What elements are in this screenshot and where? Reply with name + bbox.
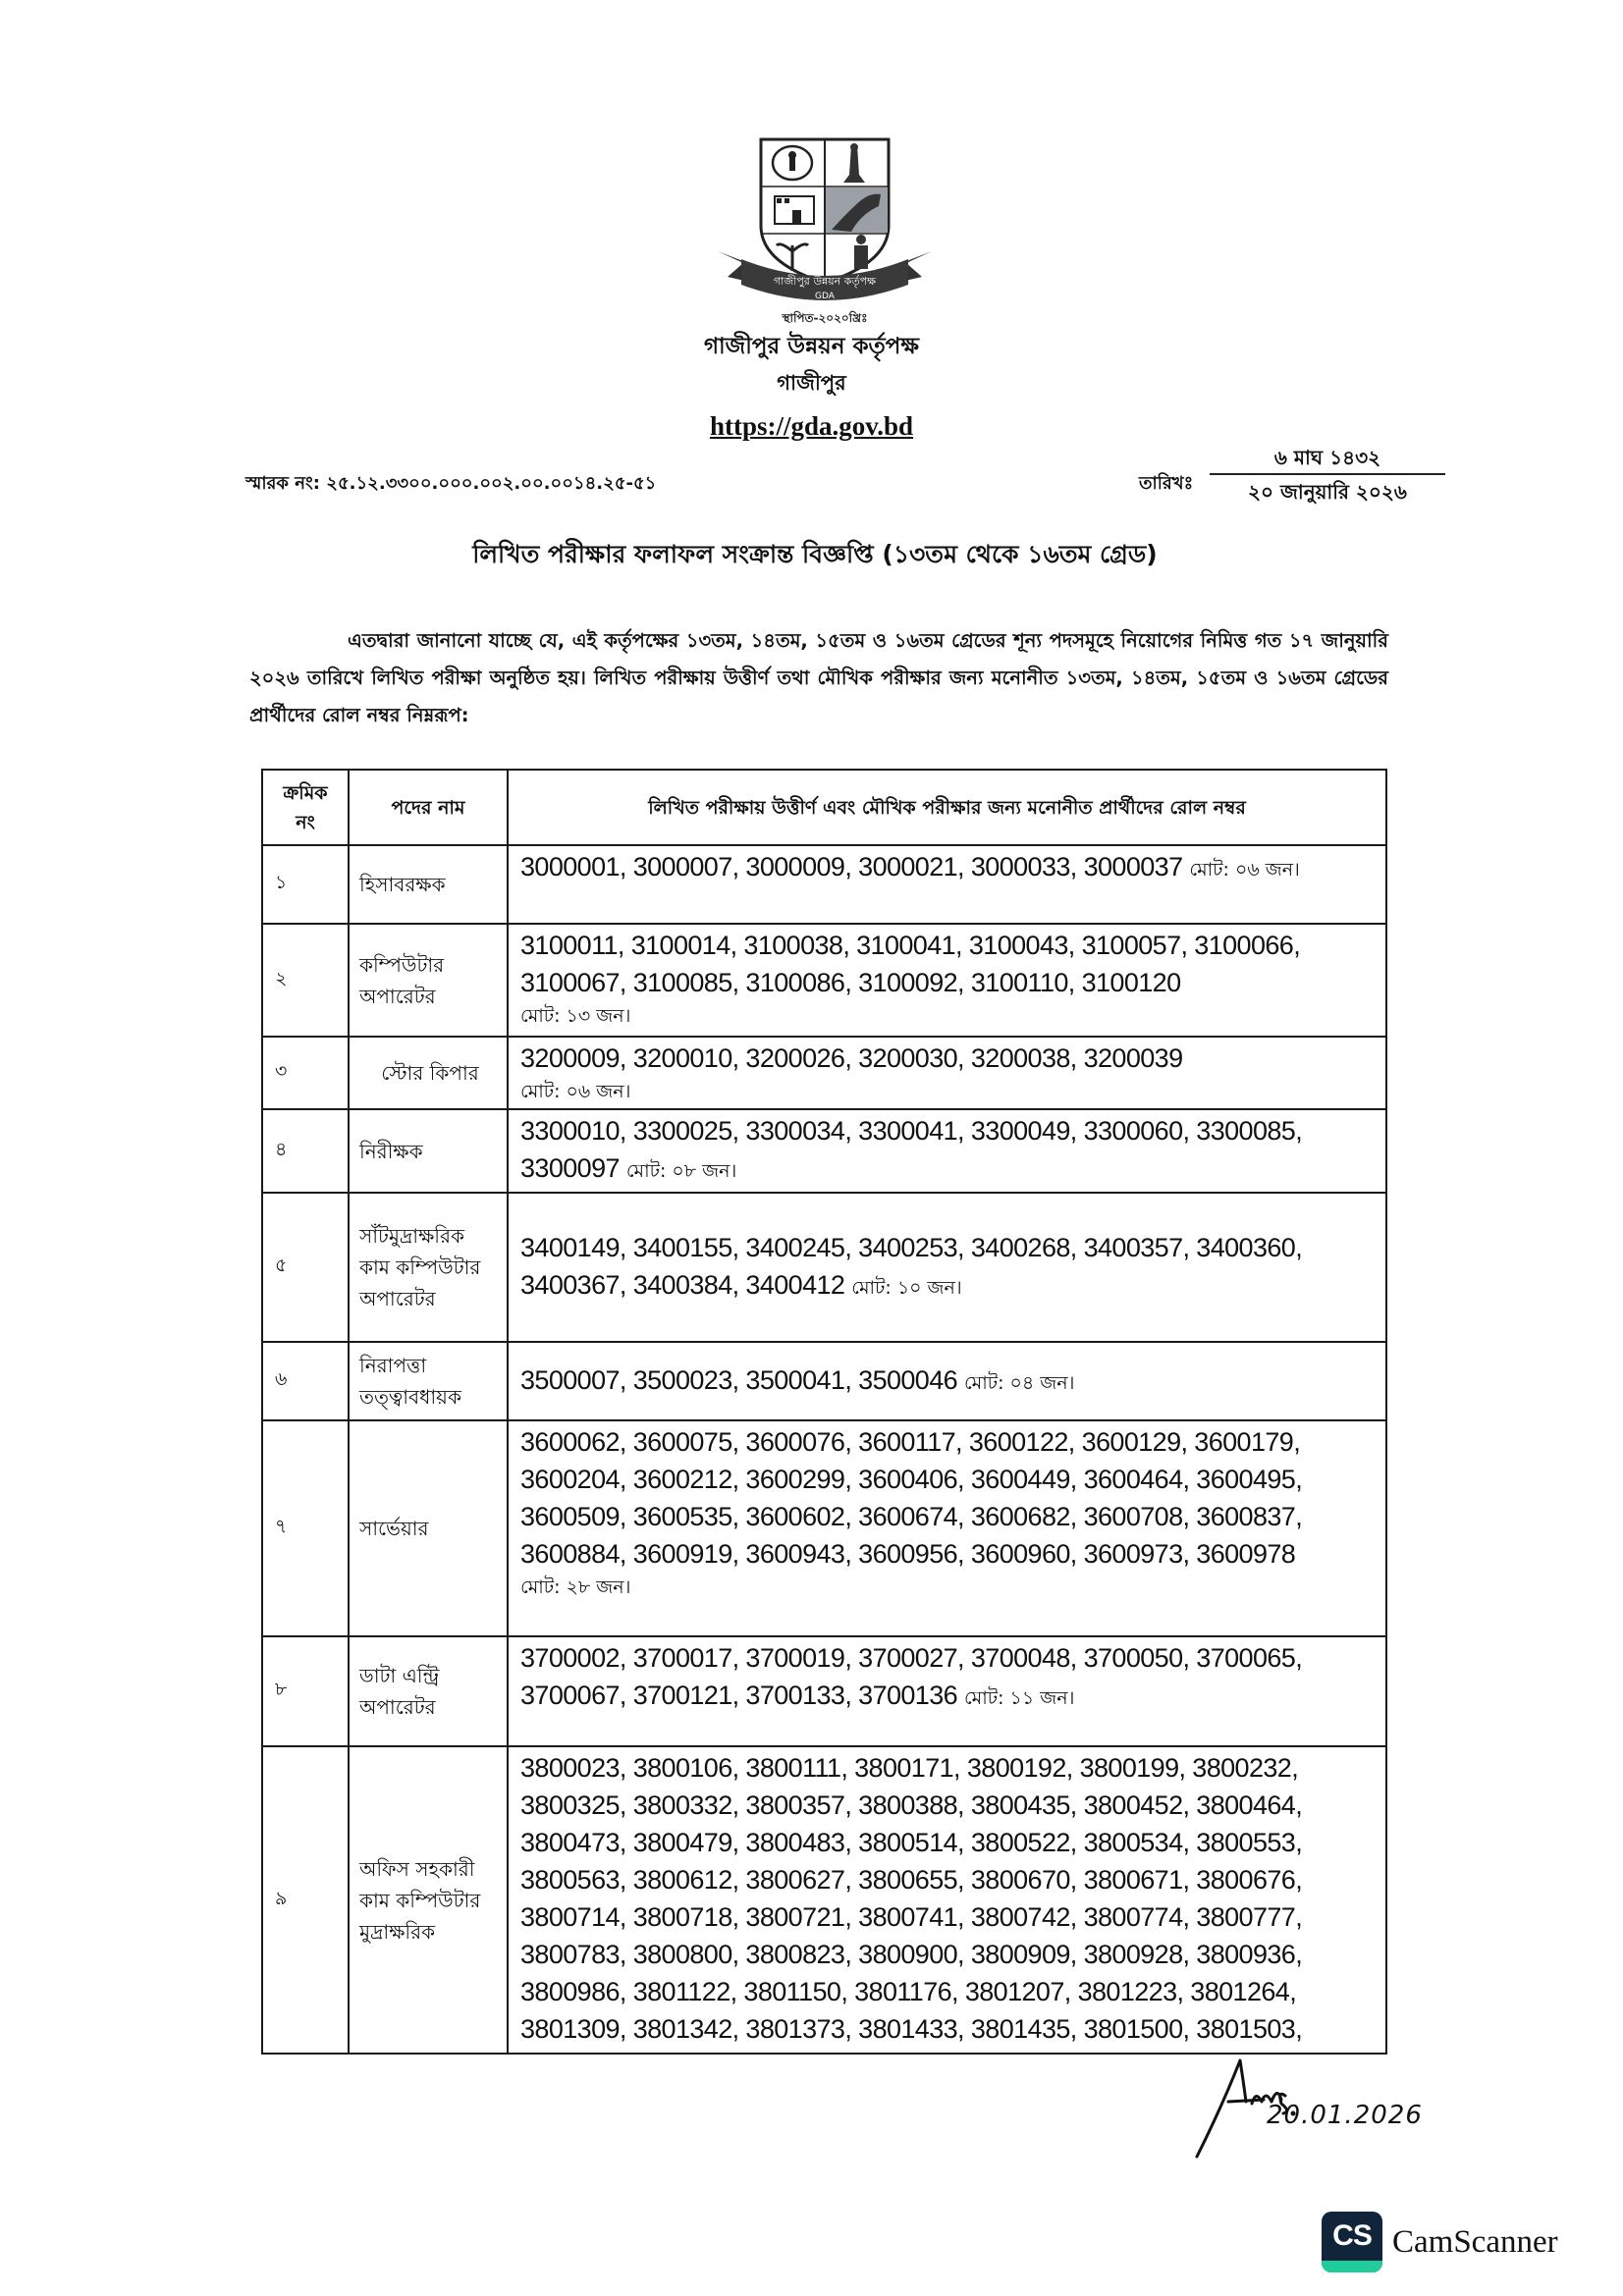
- roll-list: 3500007, 3500023, 3500041, 3500046: [520, 1364, 958, 1395]
- roll-list: 3200009, 3200010, 3200026, 3200030, 3200038, 3200039: [520, 1043, 1183, 1073]
- svg-text:স্থাপিত-২০২০খ্রিঃ: স্থাপিত-২০২০খ্রিঃ: [782, 311, 868, 325]
- row-post-name: সার্ভেয়ার: [349, 1420, 508, 1636]
- row-roll-numbers: [508, 1109, 1386, 1193]
- notice-title: লিখিত পরীক্ষার ফলাফল সংক্রান্ত বিজ্ঞপ্তি (১৩তম থেকে ১৬তম গ্রেড): [472, 540, 1158, 568]
- roll-list: 3100011, 3100014, 3100038, 3100041, 3100043, 3100057, 3100066, 3100067, 3100085, 3100086, 3100092, 3100110, 3100120: [520, 931, 1301, 997]
- row-total: মোট: ০৬ জন।: [520, 1081, 631, 1102]
- roll-list: 3400149, 3400155, 3400245, 3400253, 3400268, 3400357, 3400360, 3400367, 3400384, 3400412: [520, 1232, 1303, 1300]
- camscanner-logo-icon: [1322, 2212, 1382, 2272]
- header-serial: ক্রমিক নং: [262, 770, 349, 845]
- memo-ref-number: ২৫.১২.৩৩০০.০০০.০০২.০০.০০১৪.২৫-৫১: [326, 473, 657, 494]
- roll-list: 3300010, 3300025, 3300034, 3300041, 3300049, 3300060, 3300085, 3300097: [520, 1116, 1303, 1183]
- table-row: [262, 1342, 1386, 1420]
- date-block: [1210, 444, 1445, 507]
- row-post-name: সাঁটমুদ্রাক্ষরিক কাম কম্পিউটার অপারেটর: [349, 1193, 508, 1342]
- row-total: মোট: ১৩ জন।: [520, 1005, 631, 1027]
- table-row: [262, 1109, 1386, 1193]
- row-post-name: ডাটা এন্ট্রি অপারেটর: [349, 1636, 508, 1746]
- row-post-name: অফিস সহকারী কাম কম্পিউটার মুদ্রাক্ষরিক: [349, 1746, 508, 2054]
- svg-text:গাজীপুর উন্নয়ন কর্তৃপক্ষ: গাজীপুর উন্নয়ন কর্তৃপক্ষ: [773, 275, 877, 288]
- row-roll-numbers: [508, 1636, 1386, 1746]
- table-row: [262, 845, 1386, 924]
- row-roll-numbers: [508, 1193, 1386, 1342]
- organization-city: গাজীপুর: [777, 371, 846, 395]
- row-total: মোট: ০৮ জন।: [625, 1160, 737, 1182]
- row-serial: ১: [262, 845, 349, 924]
- row-serial: ৮: [262, 1636, 349, 1746]
- table-row: [262, 924, 1386, 1037]
- date-bangla-calendar: ৬ মাঘ ১৪৩২: [1210, 444, 1445, 475]
- table-row: [262, 1037, 1386, 1109]
- row-post-name: কম্পিউটার অপারেটর: [349, 924, 508, 1037]
- table-row: [262, 1636, 1386, 1746]
- row-total: মোট: ১০ জন।: [851, 1276, 962, 1299]
- camscanner-logo-text: CS: [1332, 2219, 1372, 2252]
- roll-list: 3600062, 3600075, 3600076, 3600117, 3600122, 3600129, 3600179, 3600204, 3600212, 3600299, 3600406, 3600449, 3600464, 3600495, 3600509, 3600535, 3600602, 3600674, 3600682, 3600708, 3600837, 3600884, 3600919, 3600943, 3600956, 3600960, 3600973, 3600978: [520, 1427, 1303, 1569]
- row-roll-numbers: [508, 1746, 1386, 2054]
- row-total: মোট: ১১ জন।: [963, 1687, 1075, 1709]
- row-serial: ৩: [262, 1037, 349, 1109]
- results-table: [261, 769, 1387, 2055]
- row-post-name: স্টোর কিপার: [349, 1037, 508, 1109]
- camscanner-watermark: [1322, 2211, 1558, 2273]
- row-total: মোট: ২৮ জন।: [520, 1576, 631, 1598]
- table-header-row: [262, 770, 1386, 845]
- row-post-name: নিরাপত্তা তত্ত্বাবধায়ক: [349, 1342, 508, 1420]
- row-post-name: নিরীক্ষক: [349, 1109, 508, 1193]
- roll-list: 3700002, 3700017, 3700019, 3700027, 3700048, 3700050, 3700065, 3700067, 3700121, 3700133, 3700136: [520, 1643, 1303, 1710]
- svg-text:GDA: GDA: [815, 292, 835, 301]
- roll-list: 3800023, 3800106, 3800111, 3800171, 3800192, 3800199, 3800232, 3800325, 3800332, 3800357, 3800388, 3800435, 3800452, 3800464, 3800473, 3800479, 3800483, 3800514, 3800522, 3800534, 3800553, 3800563, 3800612, 3800627, 3800655, 3800670, 3800671, 3800676, 3800714, 3800718, 3800721, 3800741, 3800742, 3800774, 3800777, 3800783, 3800800, 3800823, 3800900, 3800909, 3800928, 3800936, 3800986, 3801122, 3801150, 3801176, 3801207, 3801223, 3801264, 3801309, 3801342, 3801373, 3801433, 3801435, 3801500, 3801503,: [520, 1753, 1303, 2044]
- gda-emblem-icon: [714, 135, 936, 328]
- header-post-name: পদের নাম: [349, 770, 508, 845]
- row-serial: ৭: [262, 1420, 349, 1636]
- row-roll-numbers: [508, 1037, 1386, 1109]
- table-row: [262, 1193, 1386, 1342]
- row-roll-numbers: [508, 1342, 1386, 1420]
- date-gregorian: ২০ জানুয়ারি ২০২৬: [1248, 480, 1407, 504]
- roll-list: 3000001, 3000007, 3000009, 3000021, 3000033, 3000037: [520, 852, 1183, 881]
- row-serial: ৬: [262, 1342, 349, 1420]
- row-post-name: হিসাবরক্ষক: [349, 845, 508, 924]
- row-total: মোট: ০৪ জন।: [963, 1371, 1075, 1394]
- memo-ref-label: স্মারক নং:: [245, 473, 320, 494]
- row-serial: ৯: [262, 1746, 349, 2054]
- camscanner-logo-band: [1322, 2261, 1382, 2272]
- table-row: [262, 1746, 1386, 2054]
- organization-website-link[interactable]: https://gda.gov.bd: [709, 411, 914, 441]
- date-label: তারিখঃ: [1139, 473, 1194, 494]
- row-serial: ৪: [262, 1109, 349, 1193]
- row-serial: ৫: [262, 1193, 349, 1342]
- table-row: [262, 1420, 1386, 1636]
- row-roll-numbers: [508, 924, 1386, 1037]
- header-roll-numbers: লিখিত পরীক্ষায় উত্তীর্ণ এবং মৌখিক পরীক্ষার জন্য মনোনীত প্রার্থীদের রোল নম্বর: [508, 770, 1386, 845]
- row-roll-numbers: [508, 1420, 1386, 1636]
- row-roll-numbers: [508, 845, 1386, 924]
- row-total: মোট: ০৬ জন।: [1189, 859, 1300, 881]
- memo-reference: [245, 469, 656, 500]
- signature-date: 20.01.2026: [1267, 2101, 1423, 2130]
- organization-name: গাজীপুর উন্নয়ন কর্তৃপক্ষ: [703, 334, 920, 359]
- camscanner-name: CamScanner: [1392, 2223, 1558, 2260]
- notice-body-paragraph: এতদ্বারা জানানো যাচ্ছে যে, এই কর্তৃপক্ষের ১৩তম, ১৪তম, ১৫তম ও ১৬তম গ্রেডের শূন্য পদসমূহে নিয়োগের নিমিত্ত গত ১৭ জানুয়ারি ২০২৬ তারিখে লিখিত পরীক্ষা অনুষ্ঠিত হয়। লিখিত পরীক্ষায় উত্তীর্ণ তথা মৌখিক পরীক্ষার জন্য মনোনীত ১৩তম, ১৪তম, ১৫তম ও ১৬তম গ্রেডের প্রার্থীদের রোল নম্বর নিম্নরূপ:: [249, 629, 1388, 726]
- row-serial: ২: [262, 924, 349, 1037]
